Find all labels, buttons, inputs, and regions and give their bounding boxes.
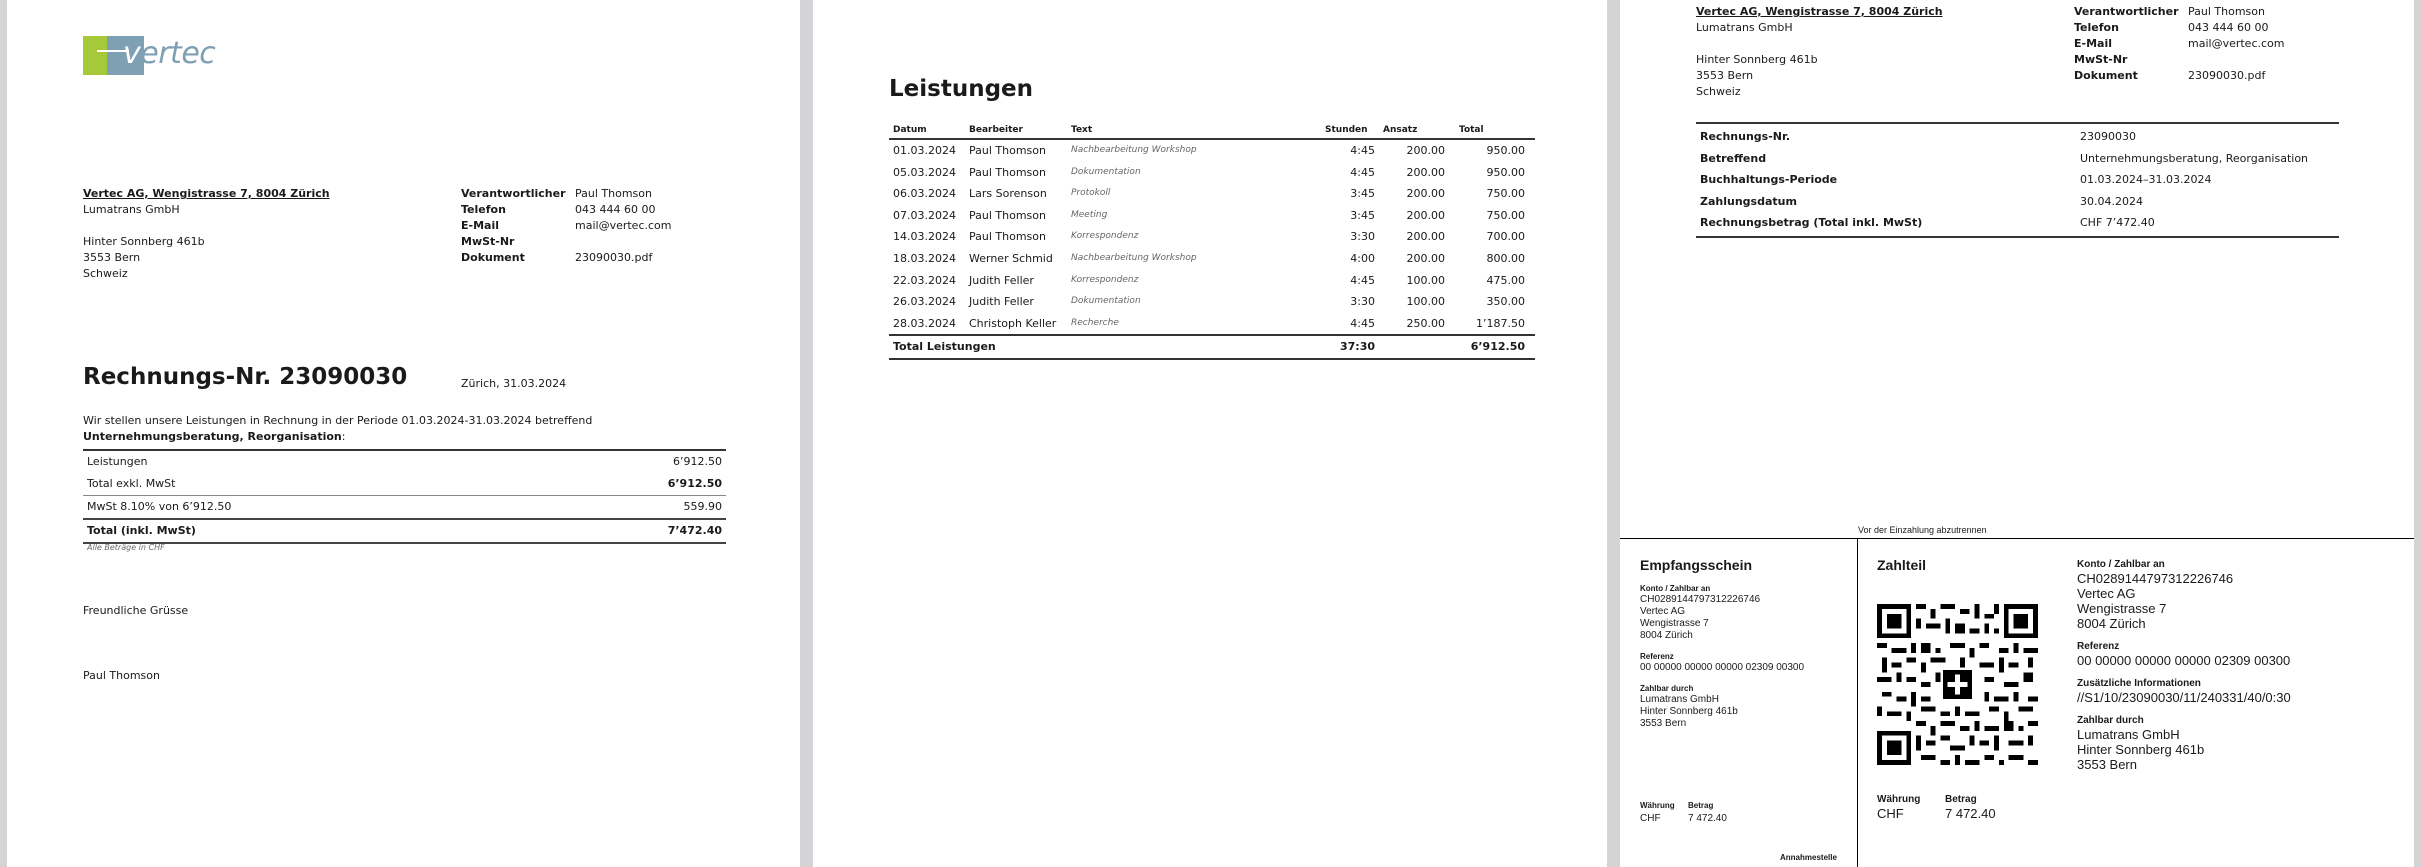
payment-payer-city: 3553 Bern (2077, 757, 2137, 772)
summary-value: 7’472.40 (667, 524, 722, 537)
summary-label: Total (inkl. MwSt) (87, 524, 196, 537)
summary-label: Rechnungsbetrag (Total inkl. MwSt) (1700, 216, 1923, 230)
cell-text: Dokumentation (1071, 296, 1141, 307)
payment-summary-table (1696, 122, 2339, 238)
cell-person: Judith Feller (969, 295, 1034, 309)
payment-details (2077, 559, 2407, 772)
payment-payer-street: Hinter Sonnberg 461b (2077, 742, 2205, 757)
services-title: Leistungen (889, 76, 1034, 102)
contact-label: MwSt-Nr (2074, 53, 2128, 66)
contact-value: Paul Thomson (575, 187, 652, 200)
summary-value: 01.03.2024–31.03.2024 (2080, 173, 2212, 187)
receipt-title: Empfangsschein (1640, 557, 1753, 573)
payment-payer-label: Zahlbar durch (2077, 715, 2144, 726)
payment-creditor-street: Wengistrasse 7 (2077, 601, 2167, 616)
payment-iban: CH0289144797312226746 (2077, 571, 2234, 586)
cell-hours: 3:45 (1350, 208, 1375, 222)
cell-rate: 100.00 (1406, 273, 1445, 287)
col-header-hours: Stunden (1325, 125, 1368, 135)
summary-value: CHF 7’472.40 (2080, 216, 2155, 230)
contact-info (461, 186, 672, 266)
receipt-creditor-name: Vertec AG (1640, 606, 1686, 617)
cell-date: 28.03.2024 (893, 316, 956, 330)
summary-row (83, 495, 726, 518)
receipt-section (1640, 556, 1845, 730)
contact-value: 23090030.pdf (575, 251, 653, 264)
cell-text: Dokumentation (1071, 166, 1141, 177)
receipt-divider (1857, 538, 1858, 867)
total-hours: 37:30 (1339, 340, 1375, 354)
receipt-reference: 00 00000 00000 00000 02309 00300 (1640, 662, 1805, 673)
cell-date: 14.03.2024 (893, 230, 956, 244)
cell-rate: 250.00 (1406, 316, 1445, 330)
subject-suffix: : (341, 430, 346, 443)
cell-rate: 200.00 (1406, 230, 1445, 244)
cell-hours: 4:45 (1350, 144, 1375, 157)
receipt-amount-label: Betrag (1688, 801, 1714, 810)
summary-value: 30.04.2024 (2080, 194, 2143, 208)
cell-rate: 200.00 (1406, 208, 1445, 222)
cell-total: 800.00 (1486, 251, 1525, 265)
recipient-city: 3553 Bern (83, 251, 141, 264)
recipient-country: Schweiz (83, 267, 128, 280)
swiss-qr-code-icon (1877, 604, 2038, 765)
contact-label: Telefon (2074, 21, 2119, 34)
cell-hours: 4:00 (1350, 251, 1375, 265)
receipt-payer-street: Hinter Sonnberg 461b (1640, 706, 1738, 717)
summary-label: MwSt 8.10% von 6’912.50 (87, 500, 232, 513)
summary-value: 23090030 (2080, 130, 2136, 143)
receipt-amount-block (1640, 801, 1727, 825)
col-header-date: Datum (893, 125, 927, 135)
summary-label: Zahlungsdatum (1700, 194, 1797, 208)
acceptance-point: Annahmestelle (1780, 853, 1837, 862)
table-row (889, 205, 1535, 227)
payment-amount: 7 472.40 (1945, 806, 1996, 821)
table-row (889, 183, 1535, 205)
contact-value: mail@vertec.com (575, 219, 672, 232)
summary-row (1696, 126, 2339, 148)
table-row (889, 270, 1535, 292)
contact-value: Paul Thomson (2188, 5, 2265, 18)
cell-person: Paul Thomson (969, 208, 1046, 222)
cell-rate: 200.00 (1406, 251, 1445, 265)
contact-label: Verantwortlicher (2074, 5, 2179, 18)
recipient-country: Schweiz (1696, 85, 1741, 98)
cell-hours: 3:30 (1350, 295, 1375, 309)
col-header-text: Text (1071, 125, 1093, 135)
payment-title: Zahlteil (1877, 557, 1927, 573)
place-date: Zürich, 31.03.2024 (461, 377, 567, 390)
summary-row (1696, 191, 2339, 213)
contact-info (2074, 4, 2285, 84)
summary-value: 6’912.50 (673, 455, 722, 468)
cell-total: 1’187.50 (1476, 316, 1525, 330)
cell-date: 05.03.2024 (893, 165, 956, 179)
cell-person: Lars Sorenson (969, 187, 1047, 201)
contact-label: MwSt-Nr (461, 235, 515, 248)
closing: Freundliche Grüsse (83, 604, 189, 617)
invoice-title: Rechnungs-Nr. 23090030 (83, 364, 408, 390)
cell-total: 950.00 (1486, 165, 1525, 179)
cell-hours: 4:45 (1350, 165, 1375, 179)
subject-line (83, 429, 345, 445)
col-header-person: Bearbeiter (969, 125, 1023, 135)
payment-creditor-city: 8004 Zürich (2077, 616, 2146, 631)
cell-date: 26.03.2024 (893, 295, 956, 309)
payment-currency: CHF (1877, 806, 1904, 821)
contact-label: E-Mail (461, 219, 499, 232)
summary-row (1696, 212, 2339, 234)
cell-rate: 100.00 (1406, 295, 1445, 309)
cell-date: 06.03.2024 (893, 187, 956, 201)
cell-date: 18.03.2024 (893, 251, 956, 265)
table-row (889, 162, 1535, 184)
recipient-street: Hinter Sonnberg 461b (1696, 53, 1818, 66)
receipt-payer-label: Zahlbar durch (1640, 684, 1694, 693)
cell-hours: 3:45 (1350, 187, 1375, 201)
payment-additional-info: //S1/10/23090030/11/240331/40/0:30 (2077, 690, 2291, 705)
cell-total: 475.00 (1486, 273, 1525, 287)
cell-text: Nachbearbeitung Workshop (1071, 252, 1197, 263)
summary-total-row (83, 518, 726, 544)
contact-label: Telefon (461, 203, 506, 216)
cell-total: 700.00 (1486, 230, 1525, 244)
cell-person: Paul Thomson (969, 165, 1046, 179)
subject: Unternehmungsberatung, Reorganisation (83, 430, 342, 443)
contact-label: Dokument (2074, 69, 2138, 82)
summary-label: Betreffend (1700, 151, 1767, 165)
table-row (889, 248, 1535, 270)
currency-note: Alle Beträge in CHF (87, 543, 165, 552)
payment-amount-block (1877, 794, 1996, 821)
cell-person: Judith Feller (969, 273, 1034, 287)
summary-row (83, 451, 726, 473)
cell-text: Recherche (1071, 317, 1119, 328)
contact-value: 23090030.pdf (2188, 69, 2266, 82)
total-label: Total Leistungen (893, 340, 996, 354)
receipt-reference-label: Referenz (1640, 652, 1674, 661)
col-header-rate: Ansatz (1383, 125, 1418, 135)
invoice-page-1 (7, 0, 800, 867)
summary-row (1696, 169, 2339, 191)
payment-creditor-name: Vertec AG (2077, 586, 2136, 601)
summary-value: Unternehmungsberatung, Reorganisation (2080, 151, 2309, 165)
total-amount: 6’912.50 (1470, 340, 1525, 354)
cell-date: 07.03.2024 (893, 208, 956, 222)
summary-label: Rechnungs-Nr. (1700, 130, 1791, 143)
recipient-company: Lumatrans GmbH (83, 203, 180, 216)
intro-text: Wir stellen unsere Leistungen in Rechnung in der Periode 01.03.2024-31.03.2024 betreffend (83, 414, 593, 427)
total-rate-empty (1375, 336, 1445, 358)
contact-value: mail@vertec.com (2188, 37, 2285, 50)
receipt-currency: CHF (1640, 813, 1661, 824)
perforation-line (1620, 538, 2414, 539)
contact-label: E-Mail (2074, 37, 2112, 50)
cell-person: Paul Thomson (969, 144, 1046, 157)
cell-person: Werner Schmid (969, 251, 1053, 265)
summary-value: 559.90 (683, 500, 722, 513)
contact-label: Dokument (461, 251, 525, 264)
address-block (1696, 4, 1943, 100)
payment-reference-label: Referenz (2077, 641, 2120, 652)
cell-hours: 4:45 (1350, 316, 1375, 330)
receipt-payer-city: 3553 Bern (1640, 718, 1687, 729)
vertec-logo: vertec (83, 36, 213, 75)
separator-text: Vor der Einzahlung abzutrennen (1858, 525, 1987, 535)
receipt-iban: CH0289144797312226746 (1640, 594, 1761, 605)
payment-reference: 00 00000 00000 00000 02309 00300 (2077, 653, 2291, 668)
sender-line: Vertec AG, Wengistrasse 7, 8004 Zürich (83, 187, 330, 200)
payment-account-label: Konto / Zahlbar an (2077, 559, 2165, 570)
payment-additional-label: Zusätzliche Informationen (2077, 678, 2201, 689)
col-header-total: Total (1459, 125, 1484, 135)
recipient-company: Lumatrans GmbH (1696, 21, 1793, 34)
summary-label: Total exkl. MwSt (87, 477, 176, 490)
cell-total: 750.00 (1486, 208, 1525, 222)
cell-text: Nachbearbeitung Workshop (1071, 145, 1197, 155)
invoice-page-2 (813, 0, 1607, 867)
sender-line: Vertec AG, Wengistrasse 7, 8004 Zürich (1696, 5, 1943, 18)
cell-hours: 3:30 (1350, 230, 1375, 244)
contact-value: 043 444 60 00 (575, 203, 656, 216)
cell-total: 350.00 (1486, 295, 1525, 309)
cell-date: 01.03.2024 (893, 144, 956, 157)
table-row (889, 291, 1535, 313)
cell-text: Korrespondenz (1071, 274, 1139, 285)
cell-total: 750.00 (1486, 187, 1525, 201)
receipt-creditor-city: 8004 Zürich (1640, 630, 1693, 641)
receipt-payer-name: Lumatrans GmbH (1640, 694, 1719, 705)
cell-person: Paul Thomson (969, 230, 1046, 244)
table-total-row (889, 334, 1535, 360)
receipt-currency-label: Währung (1640, 801, 1675, 810)
signature: Paul Thomson (83, 669, 160, 682)
address-block (83, 186, 330, 282)
recipient-street: Hinter Sonnberg 461b (83, 235, 205, 248)
summary-row (83, 473, 726, 495)
receipt-amount: 7 472.40 (1688, 813, 1727, 824)
summary-label: Leistungen (87, 455, 148, 468)
summary-label: Buchhaltungs-Periode (1700, 173, 1838, 187)
cell-rate: 200.00 (1406, 187, 1445, 201)
cell-hours: 4:45 (1350, 273, 1375, 287)
invoice-summary-table (83, 449, 726, 544)
summary-row (1696, 148, 2339, 170)
cell-text: Korrespondenz (1071, 231, 1139, 242)
table-header (889, 122, 1535, 140)
receipt-creditor-street: Wengistrasse 7 (1640, 618, 1709, 629)
cell-text: Protokoll (1071, 188, 1111, 199)
contact-label: Verantwortlicher (461, 187, 566, 200)
payment-amount-label: Betrag (1945, 794, 1977, 805)
cell-text: Meeting (1071, 209, 1108, 220)
recipient-city: 3553 Bern (1696, 69, 1754, 82)
services-table (889, 122, 1535, 360)
cell-total: 950.00 (1486, 144, 1525, 157)
cell-rate: 200.00 (1406, 144, 1445, 157)
table-row (889, 313, 1535, 335)
table-row (889, 226, 1535, 248)
payment-payer-name: Lumatrans GmbH (2077, 727, 2180, 742)
cell-date: 22.03.2024 (893, 273, 956, 287)
payment-currency-label: Währung (1877, 794, 1921, 805)
receipt-account-label: Konto / Zahlbar an (1640, 584, 1711, 593)
contact-value: 043 444 60 00 (2188, 21, 2269, 34)
cell-person: Christoph Keller (969, 316, 1057, 330)
table-row (889, 140, 1535, 162)
summary-value: 6’912.50 (667, 477, 722, 490)
cell-rate: 200.00 (1406, 165, 1445, 179)
invoice-page-3 (1620, 0, 2414, 867)
